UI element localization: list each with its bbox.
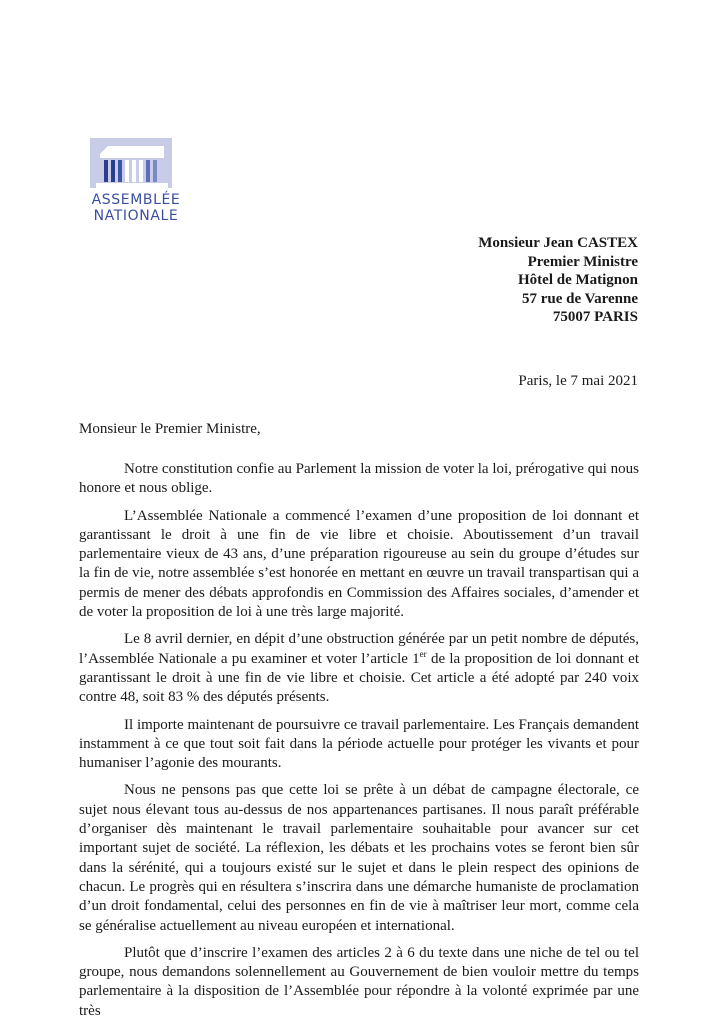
salutation: Monsieur le Premier Ministre,	[79, 421, 261, 437]
recipient-address	[478, 234, 638, 327]
recipient-street: 57 rue de Varenne	[522, 290, 638, 307]
paragraph	[79, 630, 639, 707]
ordinal-superscript: er	[419, 648, 427, 659]
paragraph: Notre constitution confie au Parlement la mission de voter la loi, prérogative qui nous honore et nous oblige.	[79, 461, 639, 497]
logo-text-line1: ASSEMBLÉE	[91, 192, 181, 208]
paragraph-text: de la proposition de loi donnant et garantissant le droit à une fin de vie libre et choisie. Cet article a été adopté par 240 voix contre 48, soit 83 % des députés présents.	[79, 650, 639, 706]
logo-emblem	[90, 138, 172, 188]
letter-body	[79, 460, 639, 1029]
recipient-building: Hôtel de Matignon	[518, 272, 638, 288]
paragraph: Plutôt que d’inscrire l’examen des articles 2 à 6 du texte dans une niche de tel ou tel groupe, nous demandons solennellement au Gouvernement de bien vouloir mettre du temps parlementaire à la disposition de l’Assemblée pour répondre à la volonté exprimée par une très	[79, 944, 639, 1019]
logo-text-line2: NATIONALE	[93, 208, 179, 224]
recipient-city: 75007 PARIS	[552, 309, 638, 325]
paragraph: Nous ne pensons pas que cette loi se prête à un débat de campagne électorale, ce sujet nous élevant tous au-dessus de nos appartenances partisanes. Il nous paraît préférable d’organiser dès maintenant le travail parlementaire souhaitable pour avancer sur cet important sujet de société. La réflexion, les débats et les prochains votes se feront bien sûr dans la sérénité, qui a toujours existé sur le sujet et dans le plein respect des opinions de chacun. Le progrès qui en résultera s’inscrira dans une démarche humaniste de proclamation d’un droit fondamental, celui des personnes en fin de vie à maîtriser leur mort, comme cela se généralise actuellement au niveau européen et international.	[79, 782, 639, 934]
recipient-name: Monsieur Jean CASTEX	[478, 235, 638, 251]
paragraph-text: Le 8 avril dernier, en dépit d’une obstruction générée par un petit nombre de députés, l’Assemblée Nationale a pu examiner et voter l’article 1	[79, 631, 639, 667]
paragraph: L’Assemblée Nationale a commencé l’examen d’une proposition de loi donnant et garantissant le droit à une fin de vie libre et choisie. Aboutissement d’un travail parlementaire vieux de 43 ans, d’une préparation rigoureuse au sein du groupe d’études sur la fin de vie, notre assemblée s’est honorée en mettant en œuvre un travail transpartisan qui a permis de mener des débats approfondis en Commission des Affaires sociales, d’amender et de voter la proposition de loi à une très large majorité.	[79, 507, 639, 621]
assemblee-nationale-logo	[86, 138, 186, 228]
letter-date: Paris, le 7 mai 2021	[518, 373, 638, 389]
recipient-title: Premier Ministre	[527, 253, 638, 270]
parliament-building-icon	[90, 138, 172, 188]
paragraph: Il importe maintenant de poursuivre ce travail parlementaire. Les Français demandent instamment à ce que tout soit fait dans la période actuelle pour protéger les vivants et pour humaniser l’agonie des mourants.	[79, 716, 639, 772]
